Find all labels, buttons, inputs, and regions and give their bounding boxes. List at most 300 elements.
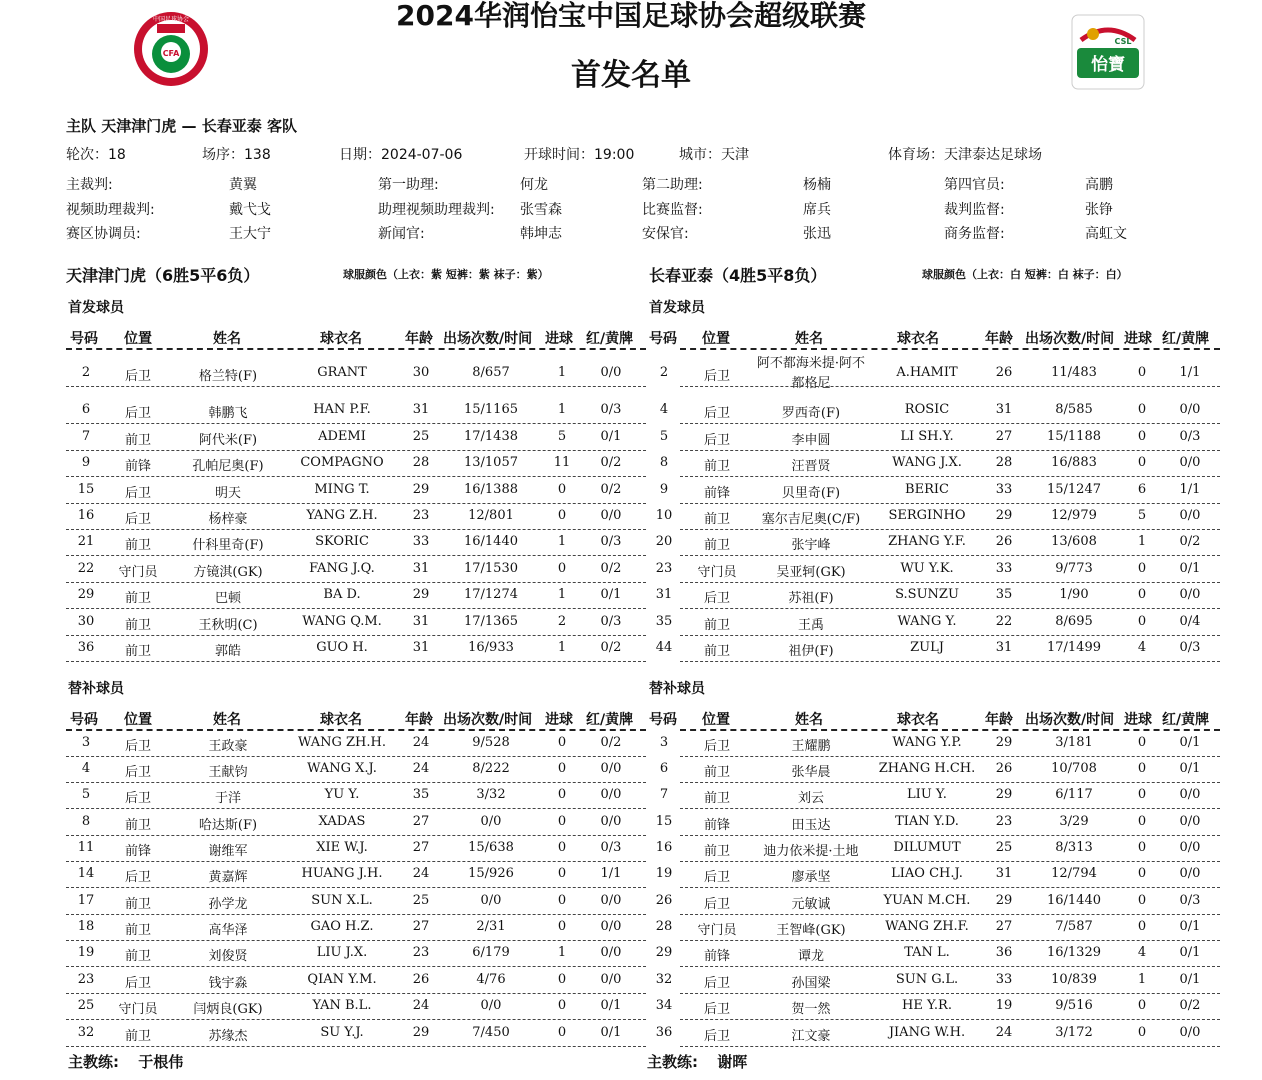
league-title: 2024华润怡宝中国足球协会超级联赛 [396,0,866,32]
player-age: 25 [412,893,430,908]
player-appearances: 15/926 [468,866,514,881]
player-position: 前卫 [124,591,151,606]
official-role: 新闻官: [378,226,425,242]
player-shirt-name: WANG Q.M. [302,614,382,629]
player-cards: 0/1 [600,587,622,602]
player-number: 19 [655,866,673,881]
player-position: 前卫 [703,459,730,474]
player-number: 2 [81,365,91,380]
away-col-header-appearances: 出场次数/时间 [1025,331,1115,347]
player-number: 32 [655,972,673,987]
player-cards: 1/1 [600,866,622,881]
player-number: 17 [77,893,95,908]
away-kit-colors: 球服颜色（上衣：白 短裤：白 袜子：白） [922,268,1128,281]
player-appearances: 3/181 [1055,735,1093,750]
player-shirt-name: WU Y.K. [900,561,954,576]
player-name: 江文豪 [791,1029,831,1044]
player-appearances: 1/90 [1059,587,1089,602]
player-age: 33 [995,972,1013,987]
home-kit-colors: 球服颜色（上衣：紫 短裤：紫 袜子：紫） [343,268,549,281]
player-position: 后卫 [124,406,151,421]
player-cards: 0/0 [600,945,622,960]
player-position: 后卫 [703,369,730,384]
row-divider [66,476,646,477]
player-goals: 0 [557,893,567,908]
csl-logo-text: CSL [1114,37,1132,46]
player-goals: 0 [1137,429,1147,444]
player-position: 守门员 [697,923,737,938]
player-appearances: 12/794 [1051,866,1097,881]
player-cards: 0/0 [600,787,622,802]
player-goals: 0 [557,972,567,987]
player-goals: 0 [1137,919,1147,934]
player-number: 3 [659,735,669,750]
row-divider [66,940,646,941]
player-goals: 4 [1137,640,1147,655]
player-cards: 0/0 [1179,508,1201,523]
row-divider [66,423,646,424]
player-appearances: 16/1388 [463,482,518,497]
away-team-name: 长春亚泰 [201,117,262,135]
official-name: 戴弋戈 [229,202,271,218]
player-shirt-name: SUN X.L. [311,893,373,908]
player-appearances: 0/0 [480,998,502,1013]
away-col-header-appearances: 出场次数/时间 [1025,712,1115,728]
player-goals: 0 [1137,761,1147,776]
official-role: 主裁判: [66,177,113,193]
player-name: 苏缘杰 [208,1029,248,1044]
player-shirt-name: XADAS [318,814,366,829]
player-goals: 0 [1137,840,1147,855]
away-col-header-number: 号码 [649,331,677,347]
player-appearances: 9/773 [1055,561,1093,576]
player-number: 14 [77,866,95,881]
team-separator: — [181,117,197,135]
row-divider [66,555,646,556]
player-age: 28 [995,455,1013,470]
away-coach-name: 谢晖 [717,1053,748,1071]
player-cards: 0/2 [600,735,622,750]
player-cards: 0/1 [600,998,622,1013]
player-cards: 0/0 [1179,587,1201,602]
player-age: 26 [995,365,1013,380]
player-shirt-name: A.HAMIT [896,365,958,380]
player-number: 23 [77,972,95,987]
player-shirt-name: WANG J.X. [892,455,962,470]
player-position: 前锋 [703,949,730,964]
player-position: 后卫 [124,870,151,885]
player-shirt-name: ROSIC [904,402,950,417]
official-name: 张雪森 [520,202,562,218]
player-position: 前卫 [124,1029,151,1044]
home-col-header-position: 位置 [124,331,152,347]
player-age: 24 [412,866,430,881]
player-position: 后卫 [124,369,151,384]
player-position: 前卫 [124,433,151,448]
player-position: 后卫 [703,1002,730,1017]
row-divider [680,661,1220,662]
player-number: 4 [81,761,91,776]
home-col-header-shirt-name: 球衣名 [320,331,362,347]
player-shirt-name: LI SH.Y. [900,429,954,444]
player-shirt-name: ZHANG Y.F. [888,534,966,549]
player-name: 吴亚轲(GK) [776,565,846,580]
player-goals: 0 [1137,402,1147,417]
player-name: 巴顿 [214,591,241,606]
player-position: 后卫 [124,512,151,527]
player-cards: 0/2 [600,561,622,576]
player-cards: 0/1 [600,429,622,444]
player-goals: 1 [557,534,567,549]
home-col-header-shirt-name: 球衣名 [320,712,362,728]
player-goals: 11 [553,455,571,470]
player-appearances: 9/528 [472,735,510,750]
player-cards: 0/0 [600,919,622,934]
row-divider [680,966,1220,967]
player-age: 25 [412,429,430,444]
player-cards: 0/3 [600,402,622,417]
player-shirt-name: COMPAGNO [300,455,384,470]
player-age: 29 [995,508,1013,523]
player-shirt-name: DILUMUT [893,840,961,855]
player-cards: 0/2 [600,640,622,655]
player-number: 2 [659,365,669,380]
player-cards: 0/3 [600,534,622,549]
player-shirt-name: LIU Y. [907,787,947,802]
row-divider [66,966,646,967]
player-name: 阿代米(F) [198,433,258,448]
home-col-header-position: 位置 [124,712,152,728]
row-divider [680,1046,1220,1047]
player-goals: 0 [557,840,567,855]
player-age: 27 [995,919,1013,934]
player-goals: 0 [1137,614,1147,629]
player-cards: 0/0 [600,365,622,380]
player-appearances: 15/638 [468,840,514,855]
player-position: 前卫 [124,618,151,633]
player-position: 后卫 [703,591,730,606]
player-cards: 0/0 [1179,1025,1201,1040]
home-col-header-cards: 红/黄牌 [586,712,634,728]
row-divider [680,914,1220,915]
player-name: 贝里奇(F) [781,486,841,501]
row-divider [66,1019,646,1020]
player-name: 迪力依米提·土地 [763,844,859,859]
stadium-name: 体育场：天津泰达足球场 [888,147,1042,163]
player-goals: 0 [557,735,567,750]
player-position: 前卫 [124,818,151,833]
player-position: 前卫 [703,765,730,780]
row-divider [680,940,1220,941]
player-shirt-name: XIE W.J. [316,840,368,855]
row-divider [66,661,646,662]
player-shirt-name: YAN B.L. [312,998,372,1013]
player-position: 后卫 [703,433,730,448]
player-cards: 1/1 [1179,482,1201,497]
player-appearances: 9/516 [1055,998,1093,1013]
row-divider [680,1019,1220,1020]
player-appearances: 16/933 [468,640,514,655]
away-col-header-position: 位置 [702,712,730,728]
player-cards: 0/3 [600,840,622,855]
player-goals: 0 [1137,365,1147,380]
player-position: 后卫 [703,870,730,885]
player-age: 31 [995,866,1013,881]
row-divider [66,887,646,888]
player-cards: 0/1 [600,1025,622,1040]
player-position: 前卫 [703,618,730,633]
player-shirt-name: GRANT [317,365,367,380]
row-divider [66,993,646,994]
player-number: 23 [655,561,673,576]
home-col-header-age: 年龄 [405,331,433,347]
player-cards: 0/0 [1179,866,1201,881]
player-appearances: 6/117 [1055,787,1093,802]
row-divider [680,756,1220,757]
row-divider [680,555,1220,556]
player-age: 31 [995,402,1013,417]
player-goals: 0 [1137,787,1147,802]
row-divider [66,529,646,530]
player-name: 苏祖(F) [788,591,834,606]
player-number: 36 [77,640,95,655]
player-appearances: 8/657 [472,365,510,380]
player-position: 后卫 [124,765,151,780]
player-shirt-name: SERGINHO [888,508,966,523]
player-number: 35 [655,614,673,629]
player-name: 罗西奇(F) [781,406,841,421]
player-cards: 0/3 [600,614,622,629]
player-number: 29 [77,587,95,602]
away-starting-label: 首发球员 [649,300,705,316]
player-shirt-name: BA D. [323,587,361,602]
player-number: 16 [77,508,95,523]
player-name: 张宇峰 [791,538,831,553]
row-divider [66,503,646,504]
official-name: 杨楠 [803,177,831,193]
player-name: 郭皓 [214,644,241,659]
player-number: 20 [655,534,673,549]
home-col-header-goals: 进球 [545,331,573,347]
player-age: 27 [995,429,1013,444]
player-age: 31 [412,561,430,576]
player-number: 5 [81,787,91,802]
player-position: 后卫 [124,791,151,806]
player-name: 汪晋贤 [791,459,831,474]
player-cards: 0/4 [1179,614,1201,629]
row-divider [680,608,1220,609]
row-divider [66,1046,646,1047]
player-goals: 0 [1137,735,1147,750]
player-name: 孙国梁 [791,976,831,991]
player-appearances: 7/450 [472,1025,510,1040]
player-name: 李申圆 [791,433,831,448]
player-appearances: 16/883 [1051,455,1097,470]
match-city: 城市：天津 [679,147,749,163]
away-col-header-goals: 进球 [1124,331,1152,347]
player-age: 29 [412,1025,430,1040]
row-divider [680,887,1220,888]
player-shirt-name: SKORIC [315,534,369,549]
player-age: 29 [995,735,1013,750]
player-shirt-name: QIAN Y.M. [307,972,377,987]
player-cards: 0/1 [1179,561,1201,576]
player-appearances: 16/1329 [1046,945,1101,960]
player-name: 杨梓豪 [208,512,248,527]
player-shirt-name: MING T. [314,482,370,497]
player-appearances: 8/585 [1055,402,1093,417]
player-goals: 1 [557,587,567,602]
player-goals: 1 [1137,972,1147,987]
row-divider [680,782,1220,783]
player-shirt-name: FANG J.Q. [309,561,375,576]
row-divider [66,861,646,862]
home-col-header-name: 姓名 [213,331,241,347]
round-info: 轮次：18 [66,147,126,163]
player-name: 塞尔吉尼奥(C/F) [761,512,861,527]
player-goals: 0 [1137,561,1147,576]
player-cards: 0/1 [1179,919,1201,934]
player-goals: 1 [557,402,567,417]
player-number: 21 [77,534,95,549]
player-name: 王耀鹏 [791,739,831,754]
match-number: 场序：138 [202,147,271,163]
player-appearances: 4/76 [476,972,506,987]
player-goals: 0 [1137,893,1147,908]
player-cards: 0/1 [1179,735,1201,750]
player-appearances: 16/1440 [463,534,518,549]
player-age: 24 [995,1025,1013,1040]
player-number: 28 [655,919,673,934]
player-shirt-name: TAN L. [904,945,950,960]
player-appearances: 12/979 [1051,508,1097,523]
player-age: 36 [995,945,1013,960]
away-header-divider [680,729,1220,731]
player-number: 25 [77,998,95,1013]
player-name: 贺一然 [791,1002,831,1017]
player-number: 7 [81,429,91,444]
player-age: 27 [412,840,430,855]
player-cards: 0/2 [1179,998,1201,1013]
player-appearances: 0/0 [480,814,502,829]
away-label: 客队 [266,117,297,135]
player-appearances: 16/1440 [1046,893,1101,908]
player-goals: 0 [557,998,567,1013]
player-goals: 0 [557,919,567,934]
player-position: 前卫 [124,538,151,553]
player-appearances: 10/839 [1051,972,1097,987]
player-age: 33 [412,534,430,549]
player-age: 29 [412,587,430,602]
player-appearances: 17/1274 [463,587,518,602]
player-age: 22 [995,614,1013,629]
player-appearances: 3/29 [1059,814,1089,829]
player-appearances: 6/179 [472,945,510,960]
document-subtitle: 首发名单 [571,58,691,93]
player-name: 张华晨 [791,765,831,780]
player-number: 8 [81,814,91,829]
player-shirt-name: WANG ZH.H. [298,735,386,750]
player-name: 廖承坚 [791,870,831,885]
player-name: 田玉达 [791,818,831,833]
player-position: 后卫 [124,739,151,754]
player-age: 35 [995,587,1013,602]
away-col-header-goals: 进球 [1124,712,1152,728]
player-goals: 2 [557,614,567,629]
player-age: 24 [412,998,430,1013]
player-appearances: 12/801 [468,508,514,523]
player-shirt-name: YUAN M.CH. [883,893,971,908]
player-name: 谢维军 [208,844,248,859]
player-shirt-name: LIAO CH.J. [891,866,963,881]
away-col-header-name: 姓名 [795,331,823,347]
player-age: 30 [412,365,430,380]
player-goals: 0 [557,1025,567,1040]
player-goals: 0 [557,866,567,881]
row-divider [680,503,1220,504]
official-role: 第四官员: [944,177,1005,193]
player-number: 19 [77,945,95,960]
player-number: 32 [77,1025,95,1040]
player-number: 29 [655,945,673,960]
player-cards: 0/0 [600,508,622,523]
player-appearances: 3/32 [476,787,506,802]
official-name: 席兵 [803,202,831,218]
player-name: 谭龙 [797,949,824,964]
player-goals: 0 [1137,587,1147,602]
player-name: 哈达斯(F) [198,818,258,833]
home-col-header-appearances: 出场次数/时间 [443,331,533,347]
player-name: 孔帕尼奥(F) [192,459,264,474]
official-role: 裁判监督: [944,202,1005,218]
player-number: 5 [659,429,669,444]
home-label: 主队 [66,117,97,135]
player-cards: 0/0 [600,893,622,908]
player-cards: 0/0 [1179,455,1201,470]
player-appearances: 17/1530 [463,561,518,576]
player-shirt-name: WANG X.J. [307,761,377,776]
player-appearances: 11/483 [1051,365,1097,380]
player-position: 后卫 [703,897,730,912]
home-team-record: 天津津门虎（6胜5平6负） [66,266,260,285]
home-team-name: 天津津门虎 [101,117,177,135]
row-divider [680,476,1220,477]
official-name: 何龙 [520,177,548,193]
player-number: 31 [655,587,673,602]
player-name: 祖伊(F) [788,644,834,659]
player-shirt-name: BERIC [905,482,949,497]
player-age: 23 [995,814,1013,829]
player-age: 29 [412,482,430,497]
player-cards: 0/2 [600,455,622,470]
player-goals: 5 [1137,508,1147,523]
player-shirt-name: SU Y.J. [320,1025,364,1040]
row-divider [680,993,1220,994]
row-divider [66,808,646,809]
home-subs-label: 替补球员 [68,681,124,697]
player-appearances: 8/695 [1055,614,1093,629]
player-cards: 0/3 [1179,893,1201,908]
player-cards: 0/0 [600,761,622,776]
away-col-header-age: 年龄 [985,712,1013,728]
player-goals: 0 [557,814,567,829]
player-name: 王献钧 [208,765,248,780]
player-position: 前锋 [124,459,151,474]
player-name: 钱宇淼 [208,976,248,991]
player-number: 16 [655,840,673,855]
player-goals: 5 [557,429,567,444]
away-col-header-age: 年龄 [985,331,1013,347]
